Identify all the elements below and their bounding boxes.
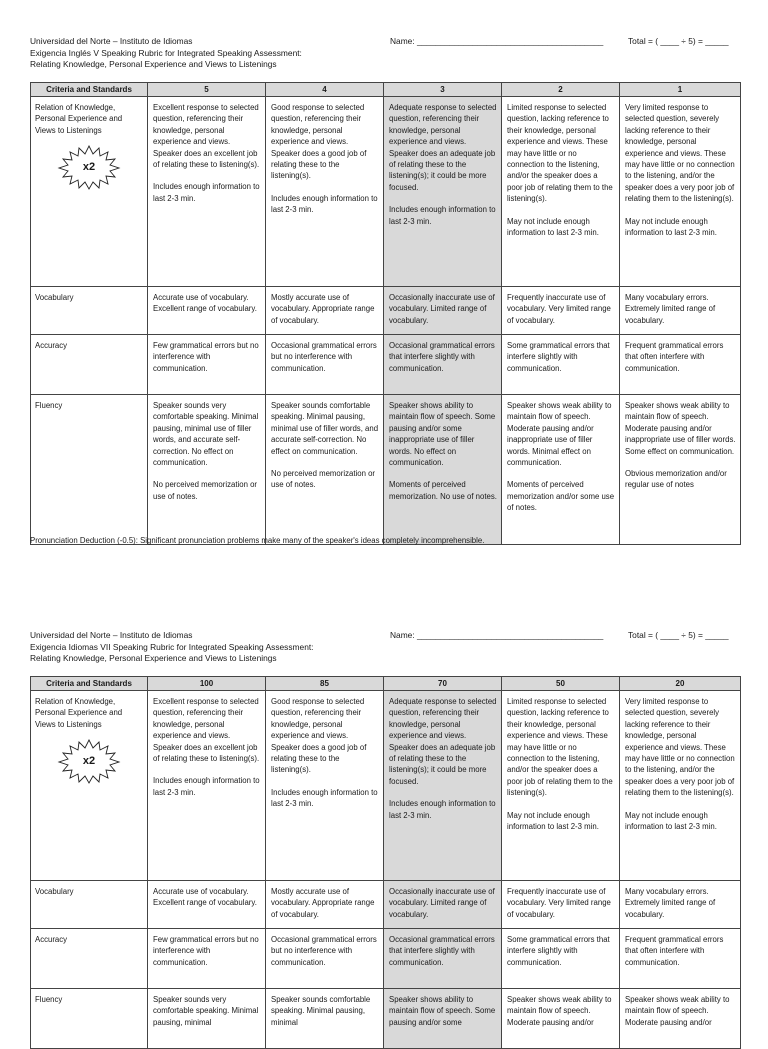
descriptor-cell <box>148 395 266 545</box>
descriptor-text: Includes enough information to last 2-3 min. <box>271 193 378 215</box>
institution-line: Universidad del Norte – Instituto de Idiomas <box>30 630 193 640</box>
descriptor-cell <box>620 395 741 545</box>
rubric-header <box>30 630 740 676</box>
descriptor-cell: Occasional grammatical errors but no interference with communication. <box>266 929 384 989</box>
descriptor-text: Very limited response to selected question, severely lacking reference to their knowledge, personal experience and views. These may have little or no connection to the listening, and/or the speaker does a very poor job of relating them to the listening(s). <box>625 697 735 798</box>
rubric-section-2 <box>30 630 740 1027</box>
descriptor-text: Includes enough information to last 2-3 min. <box>153 776 260 797</box>
criterion-cell <box>31 691 148 881</box>
criterion-cell <box>31 97 148 287</box>
criterion-cell: Vocabulary <box>31 287 148 335</box>
descriptor-text: May not include enough information to last 2-3 min. <box>507 810 599 832</box>
column-header-score: 70 <box>384 677 502 691</box>
descriptor-cell: Frequently inaccurate use of vocabulary. Very limited range of vocabulary. <box>502 287 620 335</box>
descriptor-cell: Speaker sounds very comfortable speaking. Minimal pausing, minimal <box>148 989 266 1049</box>
descriptor-text: Very limited response to selected question, severely lacking reference to their knowledge, personal experience and views. These may have little or no connection to the listening, and/or the speaker does a very poor job of relating them to the listening(s). <box>625 103 735 204</box>
criterion-label: Relation of Knowledge, Personal Experience and Views to Listenings <box>35 103 123 135</box>
descriptor-cell: Accurate use of vocabulary. Excellent range of vocabulary. <box>148 287 266 335</box>
table-row <box>31 989 741 1049</box>
pronunciation-deduction-note: Pronunciation Deduction (-0.5): Significant pronunciation problems make many of the speaker's ideas completely incomprehensible. <box>30 536 485 545</box>
rubric-table <box>30 676 741 1049</box>
name-field-label: Name: ________________________________________ <box>390 630 604 640</box>
name-field-label: Name: ________________________________________ <box>390 36 604 46</box>
descriptor-text: Includes enough information to last 2-3 min. <box>389 205 496 226</box>
column-header-criteria: Criteria and Standards <box>31 677 148 691</box>
descriptor-cell: Occasionally inaccurate use of vocabulary. Limited range of vocabulary. <box>384 287 502 335</box>
descriptor-cell <box>502 395 620 545</box>
rubric-table <box>30 82 741 545</box>
criterion-cell: Fluency <box>31 989 148 1049</box>
column-header-criteria: Criteria and Standards <box>31 83 148 97</box>
descriptor-text: Moments of perceived memorization. No use of notes. <box>389 480 497 501</box>
descriptor-cell <box>384 395 502 545</box>
descriptor-text: Adequate response to selected question, referencing their knowledge, personal experience and views. Speaker does an adequate job of relating these to the listening(s); it could be more focused. <box>389 697 497 786</box>
rubric-subtitle: Relating Knowledge, Personal Experience and Views to Listenings <box>30 653 277 663</box>
column-header-score: 2 <box>502 83 620 97</box>
descriptor-cell: Occasional grammatical errors that interfere slightly with communication. <box>384 335 502 395</box>
descriptor-text: Includes enough information to last 2-3 min. <box>389 799 496 820</box>
multiplier-label: x2 <box>82 755 96 768</box>
rubric-subtitle: Relating Knowledge, Personal Experience and Views to Listenings <box>30 59 277 69</box>
criterion-cell: Fluency <box>31 395 148 545</box>
descriptor-text: Excellent response to selected question, referencing their knowledge, personal experience and views. Speaker does an excellent job of relating these to listening(s). <box>153 697 260 764</box>
criterion-cell: Accuracy <box>31 335 148 395</box>
starburst-multiplier-badge <box>57 144 121 190</box>
descriptor-text: Limited response to selected question, lacking reference to their knowledge, personal experience and views. These may have little or no connection to the listening, and/or the speaker does a poor job of relating them to the listening(s). <box>507 697 613 798</box>
descriptor-cell <box>148 691 266 881</box>
descriptor-text: Speaker shows ability to maintain flow of speech. Some pausing and/or some inappropriate use of filler words. No effect on communication. <box>389 401 496 468</box>
descriptor-cell <box>620 691 741 881</box>
descriptor-cell: Mostly accurate use of vocabulary. Appropriate range of vocabulary. <box>266 287 384 335</box>
descriptor-text: Excellent response to selected question, referencing their knowledge, personal experience and views. Speaker does an excellent job of relating these to listening(s). <box>153 103 260 170</box>
descriptor-text: Speaker shows weak ability to maintain flow of speech. Moderate pausing and/or inappropriate use of filler words. Some effect on communication. <box>625 401 736 456</box>
table-header-row <box>31 83 741 97</box>
descriptor-text: Speaker shows weak ability to maintain flow of speech. Moderate pausing and/or inappropriate use of filler words. Minimal effect on communication. <box>507 401 612 468</box>
table-row <box>31 287 741 335</box>
descriptor-cell <box>384 97 502 287</box>
column-header-score: 85 <box>266 677 384 691</box>
descriptor-cell: Accurate use of vocabulary. Excellent range of vocabulary. <box>148 881 266 929</box>
descriptor-cell <box>384 691 502 881</box>
column-header-score: 1 <box>620 83 741 97</box>
institution-line: Universidad del Norte – Instituto de Idiomas <box>30 36 193 46</box>
table-row <box>31 691 741 881</box>
descriptor-cell: Few grammatical errors but no interference with communication. <box>148 929 266 989</box>
descriptor-cell: Many vocabulary errors. Extremely limited range of vocabulary. <box>620 287 741 335</box>
descriptor-text: Obvious memorization and/or regular use of notes <box>625 469 727 490</box>
descriptor-text: No perceived memorization or use of notes. <box>271 469 376 490</box>
table-row <box>31 335 741 395</box>
multiplier-label: x2 <box>82 161 96 174</box>
table-header-row <box>31 677 741 691</box>
descriptor-cell: Speaker sounds comfortable speaking. Minimal pausing, minimal <box>266 989 384 1049</box>
descriptor-cell <box>148 97 266 287</box>
total-score-label: Total = ( ____ ÷ 5) = _____ <box>628 36 729 46</box>
descriptor-text: Speaker sounds comfortable speaking. Minimal pausing, minimal use of filler words, and accurate self-correction. No effect on communication. <box>271 401 379 456</box>
descriptor-cell: Occasionally inaccurate use of vocabulary. Limited range of vocabulary. <box>384 881 502 929</box>
descriptor-cell <box>266 97 384 287</box>
descriptor-cell <box>502 691 620 881</box>
table-row <box>31 97 741 287</box>
rubric-header <box>30 36 740 82</box>
criterion-cell: Vocabulary <box>31 881 148 929</box>
column-header-score: 100 <box>148 677 266 691</box>
descriptor-cell: Some grammatical errors that interfere slightly with communication. <box>502 335 620 395</box>
descriptor-cell: Speaker shows weak ability to maintain flow of speech. Moderate pausing and/or <box>502 989 620 1049</box>
descriptor-cell: Some grammatical errors that interfere slightly with communication. <box>502 929 620 989</box>
descriptor-cell <box>620 97 741 287</box>
descriptor-cell: Speaker shows weak ability to maintain flow of speech. Moderate pausing and/or <box>620 989 741 1049</box>
descriptor-text: Limited response to selected question, lacking reference to their knowledge, personal experience and views. These may have little or no connection to the listening, and/or the speaker does a poor job of relating them to the listening(s). <box>507 103 613 204</box>
table-row <box>31 929 741 989</box>
descriptor-cell <box>502 97 620 287</box>
descriptor-cell <box>266 691 384 881</box>
descriptor-cell: Frequent grammatical errors that often interfere with communication. <box>620 929 741 989</box>
column-header-score: 5 <box>148 83 266 97</box>
descriptor-cell: Frequently inaccurate use of vocabulary. Very limited range of vocabulary. <box>502 881 620 929</box>
descriptor-cell: Frequent grammatical errors that often interfere with communication. <box>620 335 741 395</box>
descriptor-text: No perceived memorization or use of notes. <box>153 480 258 501</box>
table-row <box>31 881 741 929</box>
descriptor-cell: Occasional grammatical errors that interfere slightly with communication. <box>384 929 502 989</box>
descriptor-cell: Speaker shows ability to maintain flow of speech. Some pausing and/or some <box>384 989 502 1049</box>
descriptor-text: May not include enough information to last 2-3 min. <box>625 216 717 238</box>
column-header-score: 4 <box>266 83 384 97</box>
descriptor-text: Includes enough information to last 2-3 min. <box>153 182 260 203</box>
descriptor-cell: Occasional grammatical errors but no interference with communication. <box>266 335 384 395</box>
criterion-label: Relation of Knowledge, Personal Experience and Views to Listenings <box>35 697 123 729</box>
rubric-title: Exigencia Idiomas VII Speaking Rubric for Integrated Speaking Assessment: <box>30 641 314 652</box>
column-header-score: 20 <box>620 677 741 691</box>
column-header-score: 50 <box>502 677 620 691</box>
rubric-title: Exigencia Inglés V Speaking Rubric for Integrated Speaking Assessment: <box>30 47 302 58</box>
descriptor-text: May not include enough information to last 2-3 min. <box>507 216 599 238</box>
descriptor-text: Good response to selected question, referencing their knowledge, personal experience and views. Speaker does a good job of relating these to the listening(s). <box>271 103 367 181</box>
rubric-section-1 <box>30 36 740 513</box>
descriptor-text: May not include enough information to last 2-3 min. <box>625 810 717 832</box>
column-header-score: 3 <box>384 83 502 97</box>
descriptor-text: Moments of perceived memorization and/or some use of notes. <box>507 480 615 513</box>
descriptor-cell: Mostly accurate use of vocabulary. Appropriate range of vocabulary. <box>266 881 384 929</box>
descriptor-cell: Many vocabulary errors. Extremely limited range of vocabulary. <box>620 881 741 929</box>
descriptor-text: Good response to selected question, referencing their knowledge, personal experience and views. Speaker does a good job of relating these to the listening(s). <box>271 697 367 775</box>
starburst-multiplier-badge <box>57 738 121 784</box>
descriptor-text: Speaker sounds very comfortable speaking. Minimal pausing, minimal use of filler words, and accurate self-correction. No effect on communication. <box>153 401 259 468</box>
descriptor-text: Adequate response to selected question, referencing their knowledge, personal experience and views. Speaker does an adequate job of relating these to the listening(s); it could be more focused. <box>389 103 497 192</box>
criterion-cell: Accuracy <box>31 929 148 989</box>
total-score-label: Total = ( ____ ÷ 5) = _____ <box>628 630 729 640</box>
descriptor-cell <box>266 395 384 545</box>
table-row <box>31 395 741 545</box>
descriptor-cell: Few grammatical errors but no interference with communication. <box>148 335 266 395</box>
descriptor-text: Includes enough information to last 2-3 min. <box>271 787 378 809</box>
